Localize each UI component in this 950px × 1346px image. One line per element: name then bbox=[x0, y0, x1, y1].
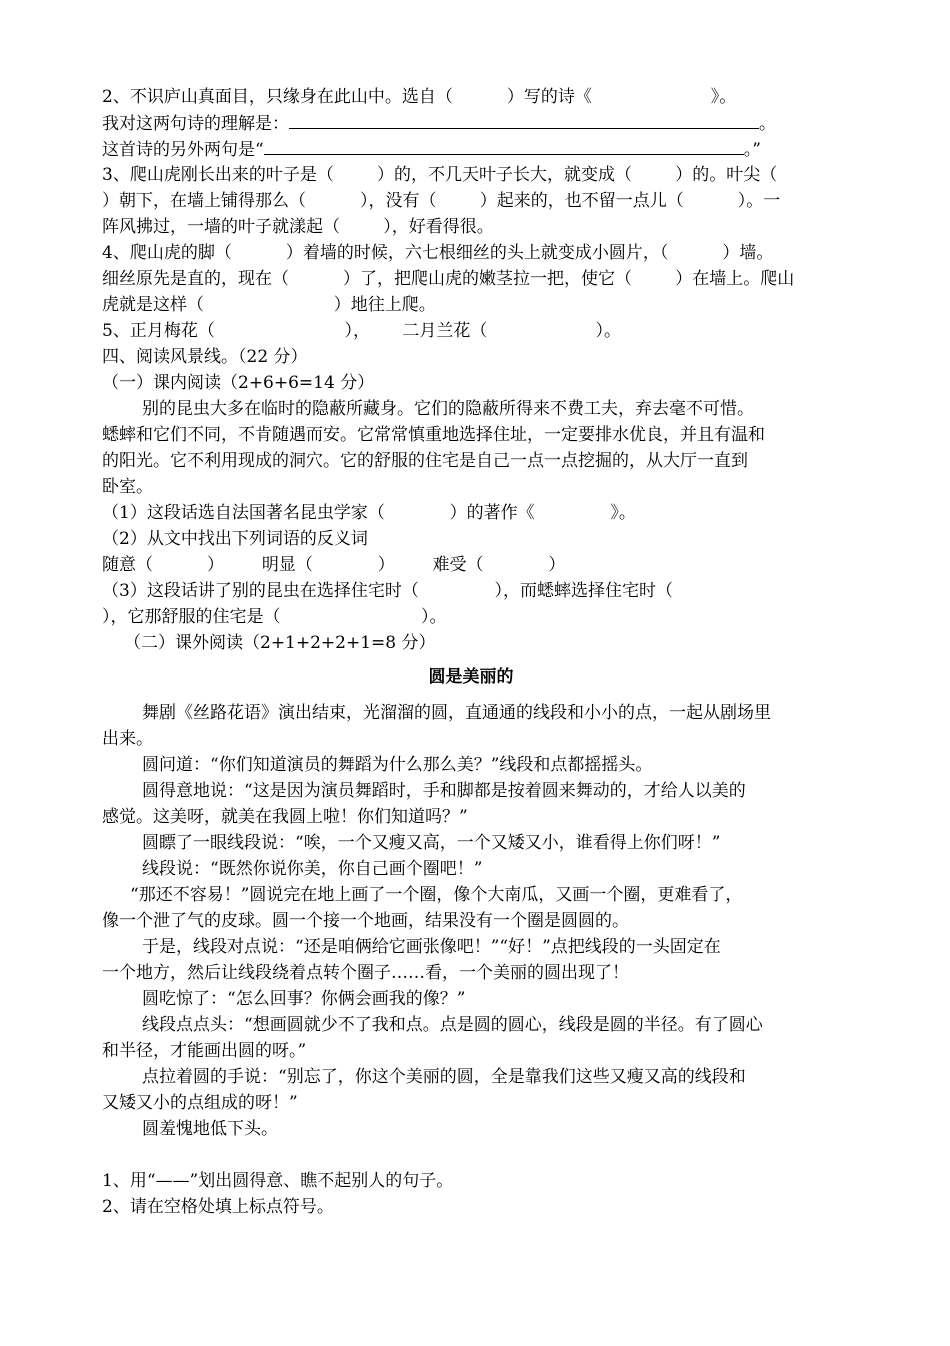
story-paragraph-line: 像一个泄了气的皮球。圆一个接一个地画，结果没有一个圈是圆圆的。 bbox=[102, 911, 629, 931]
story-paragraph-line: “那还不容易！”圆说完在地上画了一个圈，像个大南瓜，又画一个圈，更难看了， bbox=[130, 885, 743, 905]
reading-q2: （2）从文中找出下列词语的反义词 bbox=[102, 529, 368, 549]
story-paragraph-line: 又矮又小的点组成的呀！” bbox=[102, 1093, 298, 1113]
q2-line-1: 2、不识庐山真面目，只缘身在此山中。选自（ ）写的诗《 》。 bbox=[102, 87, 737, 107]
story-body bbox=[102, 700, 840, 1142]
q4-line-3: 虎就是这样（ ）地往上爬。 bbox=[102, 295, 436, 315]
question-1: 1、用“——”划出圆得意、瞧不起别人的句子。 bbox=[102, 1171, 454, 1191]
story-paragraph-line: 出来。 bbox=[102, 729, 153, 749]
story-paragraph-line: 感觉。这美呀，就美在我圆上啦！你们知道吗？” bbox=[102, 807, 468, 827]
story-paragraph-line: 线段点点头：“想画圆就少不了我和点。点是圆的圆心，线段是圆的半径。有了圆心 bbox=[142, 1015, 763, 1035]
worksheet-page bbox=[102, 84, 840, 1220]
story-paragraph-line: 圆得意地说：“这是因为演员舞蹈时，手和脚都是按着圆来舞动的，才给人以美的 bbox=[142, 781, 746, 801]
reading-q1: （1）这段话选自法国著名昆虫学家（ ）的著作《 》。 bbox=[102, 503, 636, 523]
q3-line-2: ）朝下，在墙上铺得那么（ ），没有（ ）起来的，也不留一点儿（ ）。一 bbox=[102, 191, 781, 211]
story-paragraph-line: 一个地方，然后让线段绕着点转个圈子……看，一个美丽的圆出现了！ bbox=[102, 963, 629, 983]
story-paragraph-line: 舞剧《丝路花语》演出结束，光溜溜的圆，直通通的线段和小小的点，一起从剧场里 bbox=[142, 703, 771, 723]
story-paragraph-line: 圆问道：“你们知道演员的舞蹈为什么那么美？”线段和点都摇摇头。 bbox=[142, 755, 653, 775]
reading-q3-line-2: ），它那舒服的住宅是（ ）。 bbox=[102, 607, 447, 627]
story-paragraph-line: 于是，线段对点说：“还是咱俩给它画张像吧！”“好！”点把线段的一头固定在 bbox=[142, 937, 721, 957]
q2-answer-blank-2[interactable] bbox=[264, 136, 744, 155]
q2-line-3: 这首诗的另外两句是“ 。” bbox=[102, 136, 840, 162]
passage1-line: 卧室。 bbox=[102, 477, 153, 497]
q2-other-lines-label: 这首诗的另外两句是“ bbox=[102, 140, 264, 160]
story-title: 圆是美丽的 bbox=[428, 667, 514, 687]
q2-understanding-label: 我对这两句诗的理解是： bbox=[102, 114, 289, 134]
passage1-line: 蟋蟀和它们不同，不肯随遇而安。它常常慎重地选择住址，一定要排水优良，并且有温和 bbox=[102, 425, 765, 445]
story-paragraph-line: 圆瞟了一眼线段说：“唉，一个又瘦又高，一个又矮又小，谁看得上你们呀！” bbox=[142, 833, 721, 853]
q5-line: 5、正月梅花（ ）， 二月兰花（ ）。 bbox=[102, 321, 622, 341]
part2-heading: （二）课外阅读（2+1+2+2+1=8 分） bbox=[124, 633, 436, 653]
passage1-line: 的阳光。它不利用现成的洞穴。它的舒服的住宅是自己一点一点挖掘的，从大厅一直到 bbox=[102, 451, 748, 471]
q3-line-1: 3、爬山虎刚长出来的叶子是（ ）的，不几天叶子长大，就变成（ ）的。叶尖（ bbox=[102, 165, 778, 185]
story-paragraph-line: 和半径，才能画出圆的呀。” bbox=[102, 1041, 307, 1061]
section4-heading: 四、阅读风景线。（22 分） bbox=[102, 347, 308, 367]
question-2: 2、请在空格处填上标点符号。 bbox=[102, 1197, 334, 1217]
part1-heading: （一）课内阅读（2+6+6=14 分） bbox=[102, 373, 375, 393]
story-paragraph-line: 圆羞愧地低下头。 bbox=[142, 1119, 278, 1139]
q3-line-3: 阵风拂过，一墙的叶子就漾起（ ），好看得很。 bbox=[102, 217, 494, 237]
q2-line-2: 我对这两句诗的理解是： 。 bbox=[102, 110, 840, 136]
reading-q2-words: 随意（ ） 明显（ ） 难受（ ） bbox=[102, 555, 566, 575]
q4-line-1: 4、爬山虎的脚（ ）着墙的时候，六七根细丝的头上就变成小圆片，（ ）墙。 bbox=[102, 243, 774, 263]
story-paragraph-line: 线段说：“既然你说你美，你自己画个圈吧！” bbox=[142, 859, 483, 879]
story-paragraph-line: 点拉着圆的手说：“别忘了，你这个美丽的圆，全是靠我们这些又瘦又高的线段和 bbox=[142, 1067, 746, 1087]
q2-answer-blank-1[interactable] bbox=[289, 110, 759, 129]
story-paragraph-line: 圆吃惊了：“怎么回事？你俩会画我的像？” bbox=[142, 989, 466, 1009]
passage1-line: 别的昆虫大多在临时的隐蔽所藏身。它们的隐蔽所得来不费工夫，弃去毫不可惜。 bbox=[142, 399, 754, 419]
reading-q3-line-1: （3）这段话讲了别的昆虫在选择住宅时（ ），而蟋蟀选择住宅时（ bbox=[102, 581, 673, 601]
q4-line-2: 细丝原先是直的，现在（ ）了，把爬山虎的嫩茎拉一把，使它（ ）在墙上。爬山 bbox=[102, 269, 795, 289]
